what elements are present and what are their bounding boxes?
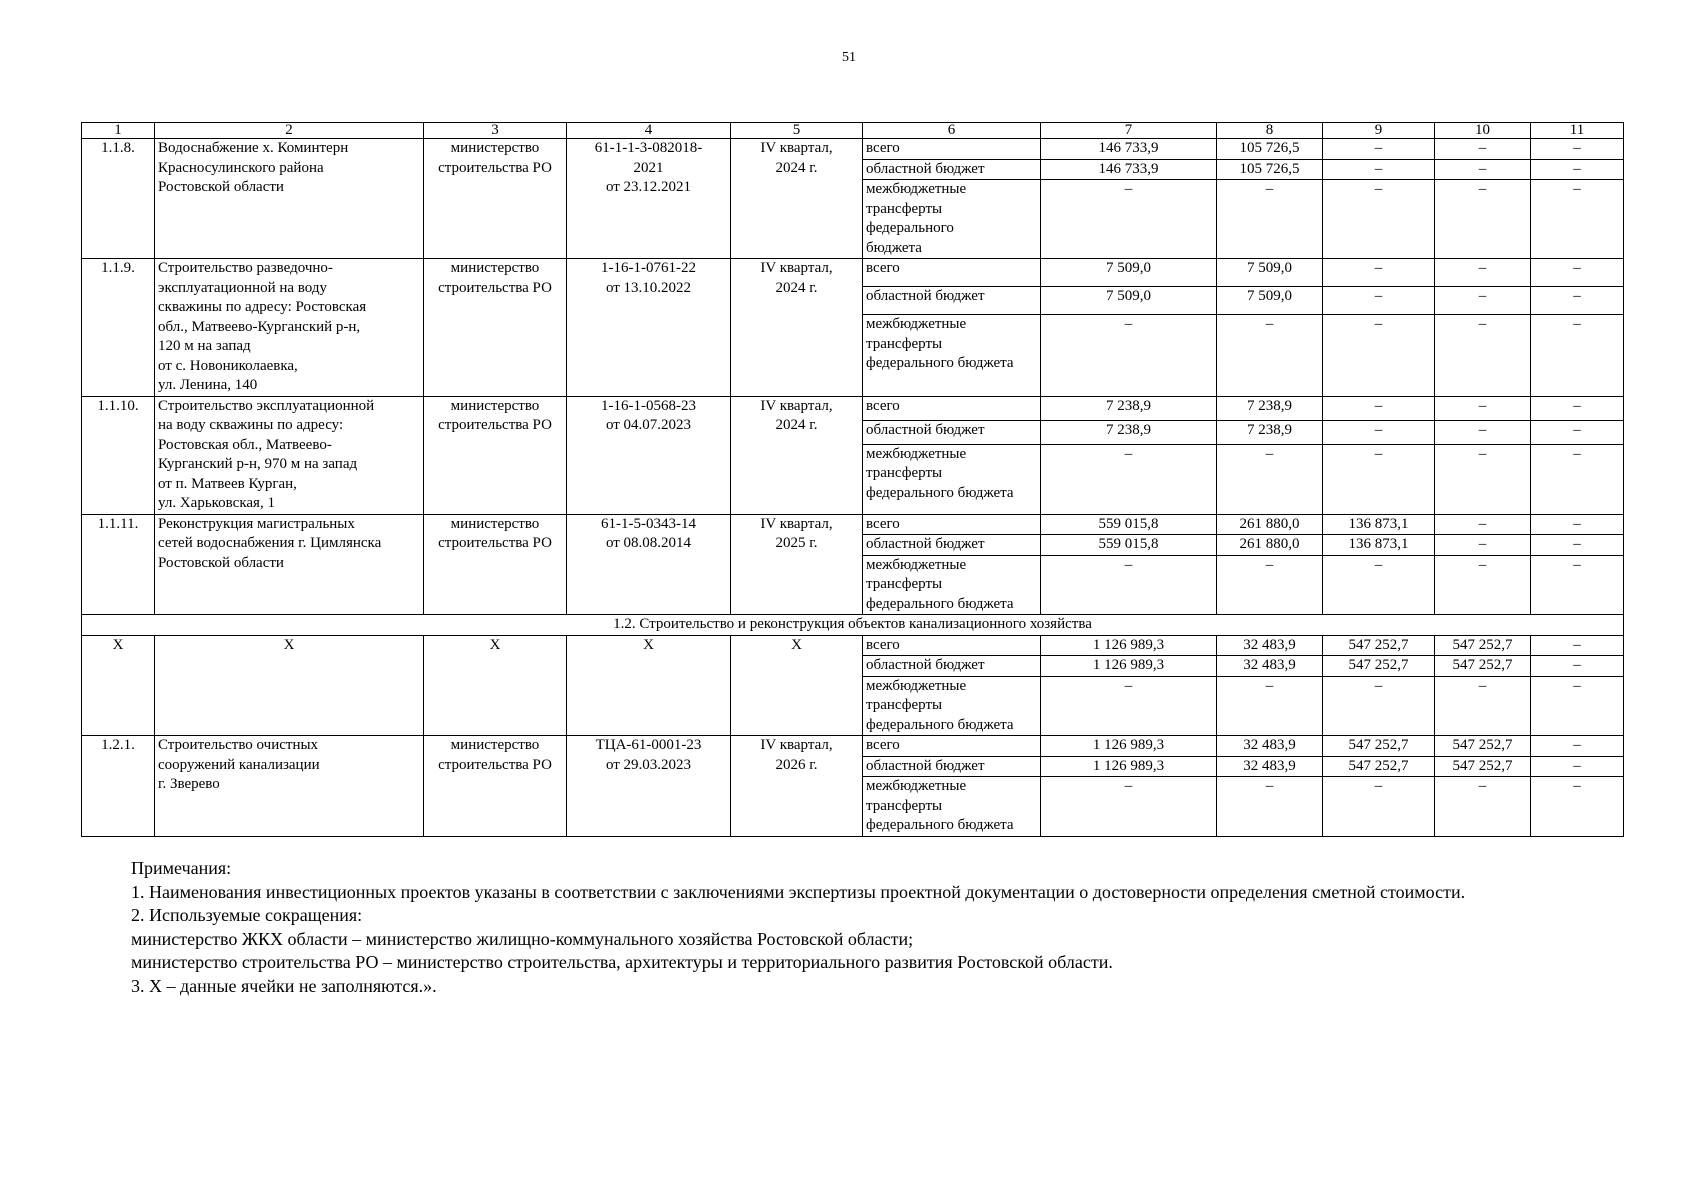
- row-number: 1.1.10.: [82, 396, 155, 514]
- value-col11: –: [1531, 180, 1624, 259]
- funding-source: межбюджетные трансферты федерального бюджета: [863, 555, 1041, 615]
- row-number: 1.2.1.: [82, 736, 155, 837]
- responsible-ministry: министерство строительства РО: [424, 259, 567, 397]
- value-col8: 105 726,5: [1217, 139, 1323, 160]
- value-col11: –: [1531, 777, 1624, 837]
- funding-source: областной бюджет: [863, 756, 1041, 777]
- header-cell: 3: [424, 123, 567, 139]
- value-col8: –: [1217, 444, 1323, 514]
- value-col7: 7 238,9: [1041, 396, 1217, 420]
- empty-marker: Х: [567, 635, 731, 736]
- row-number: 1.1.11.: [82, 514, 155, 615]
- value-col10: –: [1435, 514, 1531, 535]
- value-col10: 547 252,7: [1435, 756, 1531, 777]
- funding-source: межбюджетные трансферты федерального бюджета: [863, 777, 1041, 837]
- value-col10: –: [1435, 777, 1531, 837]
- funding-source: всего: [863, 396, 1041, 420]
- value-col11: –: [1531, 396, 1624, 420]
- value-col11: –: [1531, 656, 1624, 677]
- value-col7: –: [1041, 315, 1217, 396]
- value-col7: –: [1041, 777, 1217, 837]
- value-col9: –: [1323, 777, 1435, 837]
- header-cell: 7: [1041, 123, 1217, 139]
- value-col7: 146 733,9: [1041, 139, 1217, 160]
- funding-source: межбюджетные трансферты федерального бюджета: [863, 180, 1041, 259]
- value-col7: 1 126 989,3: [1041, 756, 1217, 777]
- project-name: Строительство эксплуатационной на воду скважины по адресу: Ростовская обл., Матвеево- Курганский р-н, 970 м на запад от п. Матвеев Курган, ул. Харьковская, 1: [155, 396, 424, 514]
- value-col7: 7 238,9: [1041, 420, 1217, 444]
- value-col10: –: [1435, 420, 1531, 444]
- value-col9: –: [1323, 396, 1435, 420]
- funding-source: областной бюджет: [863, 656, 1041, 677]
- value-col11: –: [1531, 287, 1624, 315]
- table-row: [82, 635, 1624, 656]
- completion-period: IV квартал, 2024 г.: [731, 139, 863, 259]
- value-col8: 32 483,9: [1217, 736, 1323, 757]
- table-row: [82, 259, 1624, 287]
- value-col7: 559 015,8: [1041, 535, 1217, 556]
- notes-title: Примечания:: [131, 858, 232, 878]
- value-col10: –: [1435, 555, 1531, 615]
- value-col8: 105 726,5: [1217, 159, 1323, 180]
- value-col8: –: [1217, 315, 1323, 396]
- table-row: [82, 139, 1624, 160]
- value-col9: –: [1323, 139, 1435, 160]
- value-col9: –: [1323, 676, 1435, 736]
- completion-period: IV квартал, 2024 г.: [731, 396, 863, 514]
- value-col9: 547 252,7: [1323, 656, 1435, 677]
- value-col10: –: [1435, 159, 1531, 180]
- value-col7: 146 733,9: [1041, 159, 1217, 180]
- header-row: [82, 123, 1624, 139]
- empty-marker: Х: [155, 635, 424, 736]
- value-col7: 1 126 989,3: [1041, 635, 1217, 656]
- notes-block: [131, 857, 1631, 998]
- funding-source: всего: [863, 635, 1041, 656]
- value-col11: –: [1531, 514, 1624, 535]
- project-name: Водоснабжение х. Коминтерн Красносулинского района Ростовской области: [155, 139, 424, 259]
- value-col9: –: [1323, 420, 1435, 444]
- value-col9: –: [1323, 315, 1435, 396]
- value-col10: –: [1435, 259, 1531, 287]
- value-col8: 261 880,0: [1217, 514, 1323, 535]
- header-cell: 5: [731, 123, 863, 139]
- header-cell: 2: [155, 123, 424, 139]
- value-col11: –: [1531, 159, 1624, 180]
- value-col9: –: [1323, 444, 1435, 514]
- value-col8: 7 238,9: [1217, 396, 1323, 420]
- value-col11: –: [1531, 259, 1624, 287]
- value-col7: 7 509,0: [1041, 287, 1217, 315]
- page-number: 51: [842, 50, 856, 65]
- value-col7: 1 126 989,3: [1041, 656, 1217, 677]
- responsible-ministry: министерство строительства РО: [424, 396, 567, 514]
- value-col11: –: [1531, 139, 1624, 160]
- value-col7: –: [1041, 180, 1217, 259]
- value-col9: 136 873,1: [1323, 514, 1435, 535]
- value-col8: –: [1217, 777, 1323, 837]
- section-row: [82, 615, 1624, 636]
- value-col8: –: [1217, 555, 1323, 615]
- expertise-document: ТЦА-61-0001-23 от 29.03.2023: [567, 736, 731, 837]
- value-col10: 547 252,7: [1435, 656, 1531, 677]
- value-col11: –: [1531, 315, 1624, 396]
- header-cell: 11: [1531, 123, 1624, 139]
- value-col9: 547 252,7: [1323, 736, 1435, 757]
- note-line: 3. Х – данные ячейки не заполняются.».: [131, 975, 437, 996]
- value-col8: 7 509,0: [1217, 287, 1323, 315]
- header-cell: 1: [82, 123, 155, 139]
- value-col9: 547 252,7: [1323, 756, 1435, 777]
- note-line: министерство ЖКХ области – министерство жилищно-коммунального хозяйства Ростовской области;: [131, 928, 914, 949]
- value-col10: 547 252,7: [1435, 635, 1531, 656]
- row-number: 1.1.8.: [82, 139, 155, 259]
- value-col9: –: [1323, 555, 1435, 615]
- value-col7: 1 126 989,3: [1041, 736, 1217, 757]
- header-cell: 8: [1217, 123, 1323, 139]
- section-title: 1.2. Строительство и реконструкция объектов канализационного хозяйства: [82, 615, 1624, 636]
- note-line: министерство строительства РО – министерство строительства, архитектуры и территориального развития Ростовской области.: [131, 952, 1113, 972]
- funding-source: межбюджетные трансферты федерального бюджета: [863, 676, 1041, 736]
- value-col7: –: [1041, 555, 1217, 615]
- expertise-document: 61-1-5-0343-14 от 08.08.2014: [567, 514, 731, 615]
- funding-source: межбюджетные трансферты федерального бюджета: [863, 444, 1041, 514]
- empty-marker: Х: [424, 635, 567, 736]
- funding-source: всего: [863, 259, 1041, 287]
- value-col10: –: [1435, 444, 1531, 514]
- value-col7: 7 509,0: [1041, 259, 1217, 287]
- value-col10: –: [1435, 676, 1531, 736]
- table-row: [82, 514, 1624, 535]
- value-col7: 559 015,8: [1041, 514, 1217, 535]
- header-cell: 9: [1323, 123, 1435, 139]
- funding-source: всего: [863, 139, 1041, 160]
- funding-source: межбюджетные трансферты федерального бюджета: [863, 315, 1041, 396]
- value-col8: –: [1217, 180, 1323, 259]
- funding-source: всего: [863, 514, 1041, 535]
- value-col10: –: [1435, 287, 1531, 315]
- value-col8: 7 509,0: [1217, 259, 1323, 287]
- funding-source: областной бюджет: [863, 159, 1041, 180]
- note-line: 1. Наименования инвестиционных проектов указаны в соответствии с заключениями экспертизы проектной документации о достоверности определения сметной стоимости.: [131, 881, 1466, 902]
- expertise-document: 1-16-1-0568-23 от 04.07.2023: [567, 396, 731, 514]
- note-line: 2. Используемые сокращения:: [131, 905, 363, 925]
- value-col9: 547 252,7: [1323, 635, 1435, 656]
- completion-period: IV квартал, 2025 г.: [731, 514, 863, 615]
- value-col11: –: [1531, 635, 1624, 656]
- value-col11: –: [1531, 535, 1624, 556]
- expertise-document: 61-1-1-3-082018- 2021 от 23.12.2021: [567, 139, 731, 259]
- header-cell: 10: [1435, 123, 1531, 139]
- project-name: Реконструкция магистральных сетей водоснабжения г. Цимлянска Ростовской области: [155, 514, 424, 615]
- project-name: Строительство очистных сооружений канализации г. Зверево: [155, 736, 424, 837]
- table-row: [82, 396, 1624, 420]
- value-col9: –: [1323, 180, 1435, 259]
- funding-source: областной бюджет: [863, 287, 1041, 315]
- value-col11: –: [1531, 555, 1624, 615]
- value-col9: 136 873,1: [1323, 535, 1435, 556]
- row-number: 1.1.9.: [82, 259, 155, 397]
- value-col11: –: [1531, 420, 1624, 444]
- funding-source: областной бюджет: [863, 535, 1041, 556]
- empty-marker: Х: [731, 635, 863, 736]
- empty-marker: Х: [82, 635, 155, 736]
- value-col8: 32 483,9: [1217, 656, 1323, 677]
- table-row: [82, 736, 1624, 757]
- value-col7: –: [1041, 444, 1217, 514]
- value-col10: –: [1435, 315, 1531, 396]
- value-col10: –: [1435, 535, 1531, 556]
- value-col8: 32 483,9: [1217, 635, 1323, 656]
- value-col9: –: [1323, 159, 1435, 180]
- value-col7: –: [1041, 676, 1217, 736]
- value-col8: 32 483,9: [1217, 756, 1323, 777]
- value-col10: –: [1435, 139, 1531, 160]
- value-col10: –: [1435, 180, 1531, 259]
- value-col11: –: [1531, 676, 1624, 736]
- funding-source: всего: [863, 736, 1041, 757]
- value-col11: –: [1531, 756, 1624, 777]
- header-cell: 4: [567, 123, 731, 139]
- value-col10: 547 252,7: [1435, 736, 1531, 757]
- value-col10: –: [1435, 396, 1531, 420]
- value-col11: –: [1531, 444, 1624, 514]
- value-col8: 261 880,0: [1217, 535, 1323, 556]
- value-col9: –: [1323, 259, 1435, 287]
- investment-table: [81, 122, 1624, 837]
- project-name: Строительство разведочно- эксплуатационной на воду скважины по адресу: Ростовская обл., Матвеево-Курганский р-н, 120 м на запад от с. Новониколаевка, ул. Ленина, 140: [155, 259, 424, 397]
- completion-period: IV квартал, 2026 г.: [731, 736, 863, 837]
- expertise-document: 1-16-1-0761-22 от 13.10.2022: [567, 259, 731, 397]
- funding-source: областной бюджет: [863, 420, 1041, 444]
- responsible-ministry: министерство строительства РО: [424, 514, 567, 615]
- responsible-ministry: министерство строительства РО: [424, 139, 567, 259]
- value-col8: 7 238,9: [1217, 420, 1323, 444]
- value-col8: –: [1217, 676, 1323, 736]
- completion-period: IV квартал, 2024 г.: [731, 259, 863, 397]
- value-col9: –: [1323, 287, 1435, 315]
- header-cell: 6: [863, 123, 1041, 139]
- value-col11: –: [1531, 736, 1624, 757]
- responsible-ministry: министерство строительства РО: [424, 736, 567, 837]
